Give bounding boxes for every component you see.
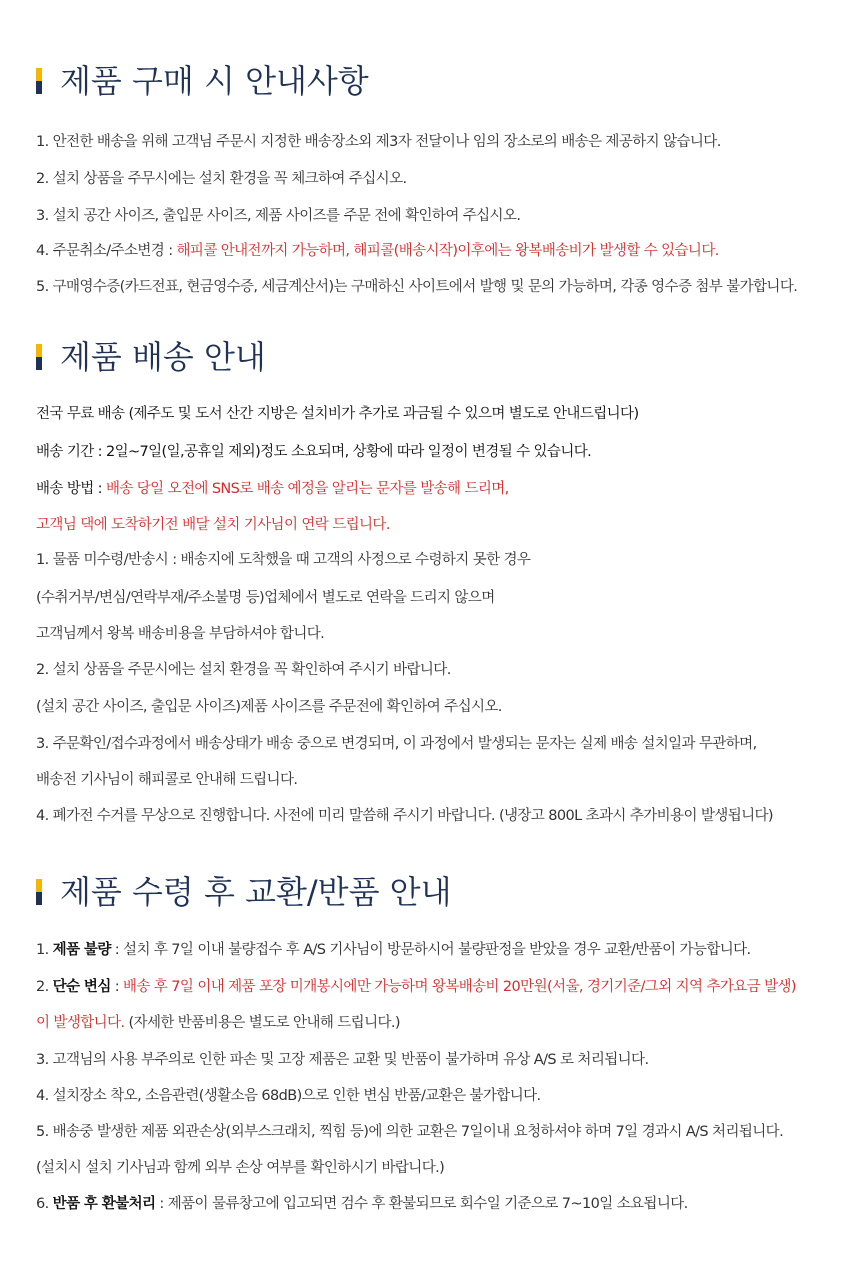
- heading-accent-bar: [36, 344, 42, 370]
- warning-text: 이 발생합니다.: [36, 1015, 125, 1031]
- notice-line: 4. 폐가전 수거를 무상으로 진행합니다. 사전에 미리 말씀해 주시기 바랍니다. (냉장고 800L 초과시 추가비용이 발생됩니다): [36, 808, 773, 824]
- section-title: 제품 수령 후 교환/반품 안내: [60, 873, 452, 911]
- notice-line: 3. 설치 공간 사이즈, 출입문 사이즈, 제품 사이즈를 주문 전에 확인하여 주십시오.: [36, 208, 521, 224]
- section-heading: [0, 332, 860, 382]
- notice-line: 고객님 댁에 도착하기전 배달 설치 기사님이 연락 드립니다.: [36, 517, 390, 533]
- notice-line: 2. 설치 상품을 주무시에는 설치 환경을 꼭 체크하여 주십시오.: [36, 171, 407, 187]
- notice-line: 배송 기간 : 2일~7일(일,공휴일 제외)정도 소요되며, 상황에 따라 일정이 변경될 수 있습니다.: [36, 444, 592, 460]
- notice-line: (설치 공간 사이즈, 출입문 사이즈)제품 사이즈를 주문전에 확인하여 주십시오.: [36, 699, 502, 715]
- line-number: 1.: [36, 942, 53, 958]
- notice-line: [36, 940, 751, 960]
- notice-line: 1. 물품 미수령/반송시 : 배송지에 도착했을 때 고객의 사정으로 수령하지 못한 경우: [36, 552, 531, 568]
- line-prefix: 4. 주문취소/주소변경 :: [36, 243, 177, 259]
- notice-line: 전국 무료 배송 (제주도 및 도서 산간 지방은 설치비가 추가로 과금될 수 있으며 별도로 안내드립니다): [36, 406, 639, 422]
- notice-line: 4. 설치장소 착오, 소음관련(생활소음 68dB)으로 인한 변심 반품/교환은 불가합니다.: [36, 1088, 541, 1104]
- line-number: 2.: [36, 979, 53, 995]
- notice-line: [36, 241, 719, 261]
- line-keyword: 단순 변심: [52, 979, 111, 995]
- section-title: 제품 배송 안내: [60, 338, 266, 376]
- line-text: (자세한 반품비용은 별도로 안내해 드립니다.): [124, 1015, 400, 1031]
- section-heading: [0, 56, 860, 106]
- line-number: 6.: [36, 1196, 53, 1212]
- notice-line: [36, 1194, 688, 1214]
- notice-line: 5. 구매영수증(카드전표, 현금영수증, 세금계산서)는 구매하신 사이트에서 발행 및 문의 가능하며, 각종 영수증 첨부 불가합니다.: [36, 279, 798, 295]
- warning-text: 해피콜 안내전까지 가능하며, 해피콜(배송시작)이후에는 왕복배송비가 발생할 수 있습니다.: [176, 243, 719, 259]
- line-keyword: 제품 불량: [52, 942, 111, 958]
- purchase-notice-section: [0, 56, 860, 106]
- notice-line: [36, 479, 509, 499]
- notice-line: 3. 주문확인/접수과정에서 배송상태가 배송 중으로 변경되며, 이 과정에서 발생되는 문자는 실제 배송 설치일과 무관하며,: [36, 736, 757, 752]
- line-text: : 제품이 물류창고에 입고되면 검수 후 환불되므로 회수일 기준으로 7~10일 소요됩니다.: [155, 1196, 688, 1212]
- line-prefix: 배송 방법 :: [36, 481, 106, 497]
- notice-line: 고객님께서 왕복 배송비용을 부담하셔야 합니다.: [36, 626, 325, 642]
- notice-line: 2. 설치 상품을 주문시에는 설치 환경을 꼭 확인하여 주시기 바랍니다.: [36, 662, 451, 678]
- section-title: 제품 구매 시 안내사항: [60, 62, 369, 100]
- heading-accent-bar: [36, 879, 42, 905]
- heading-accent-bar: [36, 68, 42, 94]
- exchange-return-section: [0, 867, 860, 917]
- delivery-section: [0, 332, 860, 382]
- notice-line: 5. 배송중 발생한 제품 외관손상(외부스크래치, 찍힘 등)에 의한 교환은 7일이내 요청하셔야 하며 7일 경과시 A/S 처리됩니다.: [36, 1124, 784, 1140]
- line-text: : 설치 후 7일 이내 불량접수 후 A/S 기사님이 방문하시어 불량판정을 받았을 경우 교환/반품이 가능합니다.: [110, 942, 751, 958]
- notice-line: 3. 고객님의 사용 부주의로 인한 파손 및 고장 제품은 교환 및 반품이 불가하며 유상 A/S 로 처리됩니다.: [36, 1052, 649, 1068]
- line-keyword: 반품 후 환불처리: [52, 1196, 156, 1212]
- notice-line: (설치시 설치 기사님과 함께 외부 손상 여부를 확인하시기 바랍니다.): [36, 1160, 445, 1176]
- warning-text: 배송 당일 오전에 SNS로 배송 예정을 알리는 문자를 발송해 드리며,: [105, 481, 509, 497]
- section-heading: [0, 867, 860, 917]
- notice-line: 배송전 기사님이 해피콜로 안내해 드립니다.: [36, 772, 298, 788]
- notice-line: [36, 977, 796, 997]
- line-separator: :: [110, 979, 124, 995]
- notice-line: (수취거부/변심/연락부재/주소불명 등)업체에서 별도로 연락을 드리지 않으며: [36, 590, 495, 606]
- notice-line: [36, 1013, 400, 1033]
- warning-text: 배송 후 7일 이내 제품 포장 미개봉시에만 가능하며 왕복배송비 20만원(서울, 경기기준/그외 지역 추가요금 발생): [123, 979, 796, 995]
- notice-line: 1. 안전한 배송을 위해 고객님 주문시 지정한 배송장소외 제3자 전달이나 임의 장소로의 배송은 제공하지 않습니다.: [36, 134, 721, 150]
